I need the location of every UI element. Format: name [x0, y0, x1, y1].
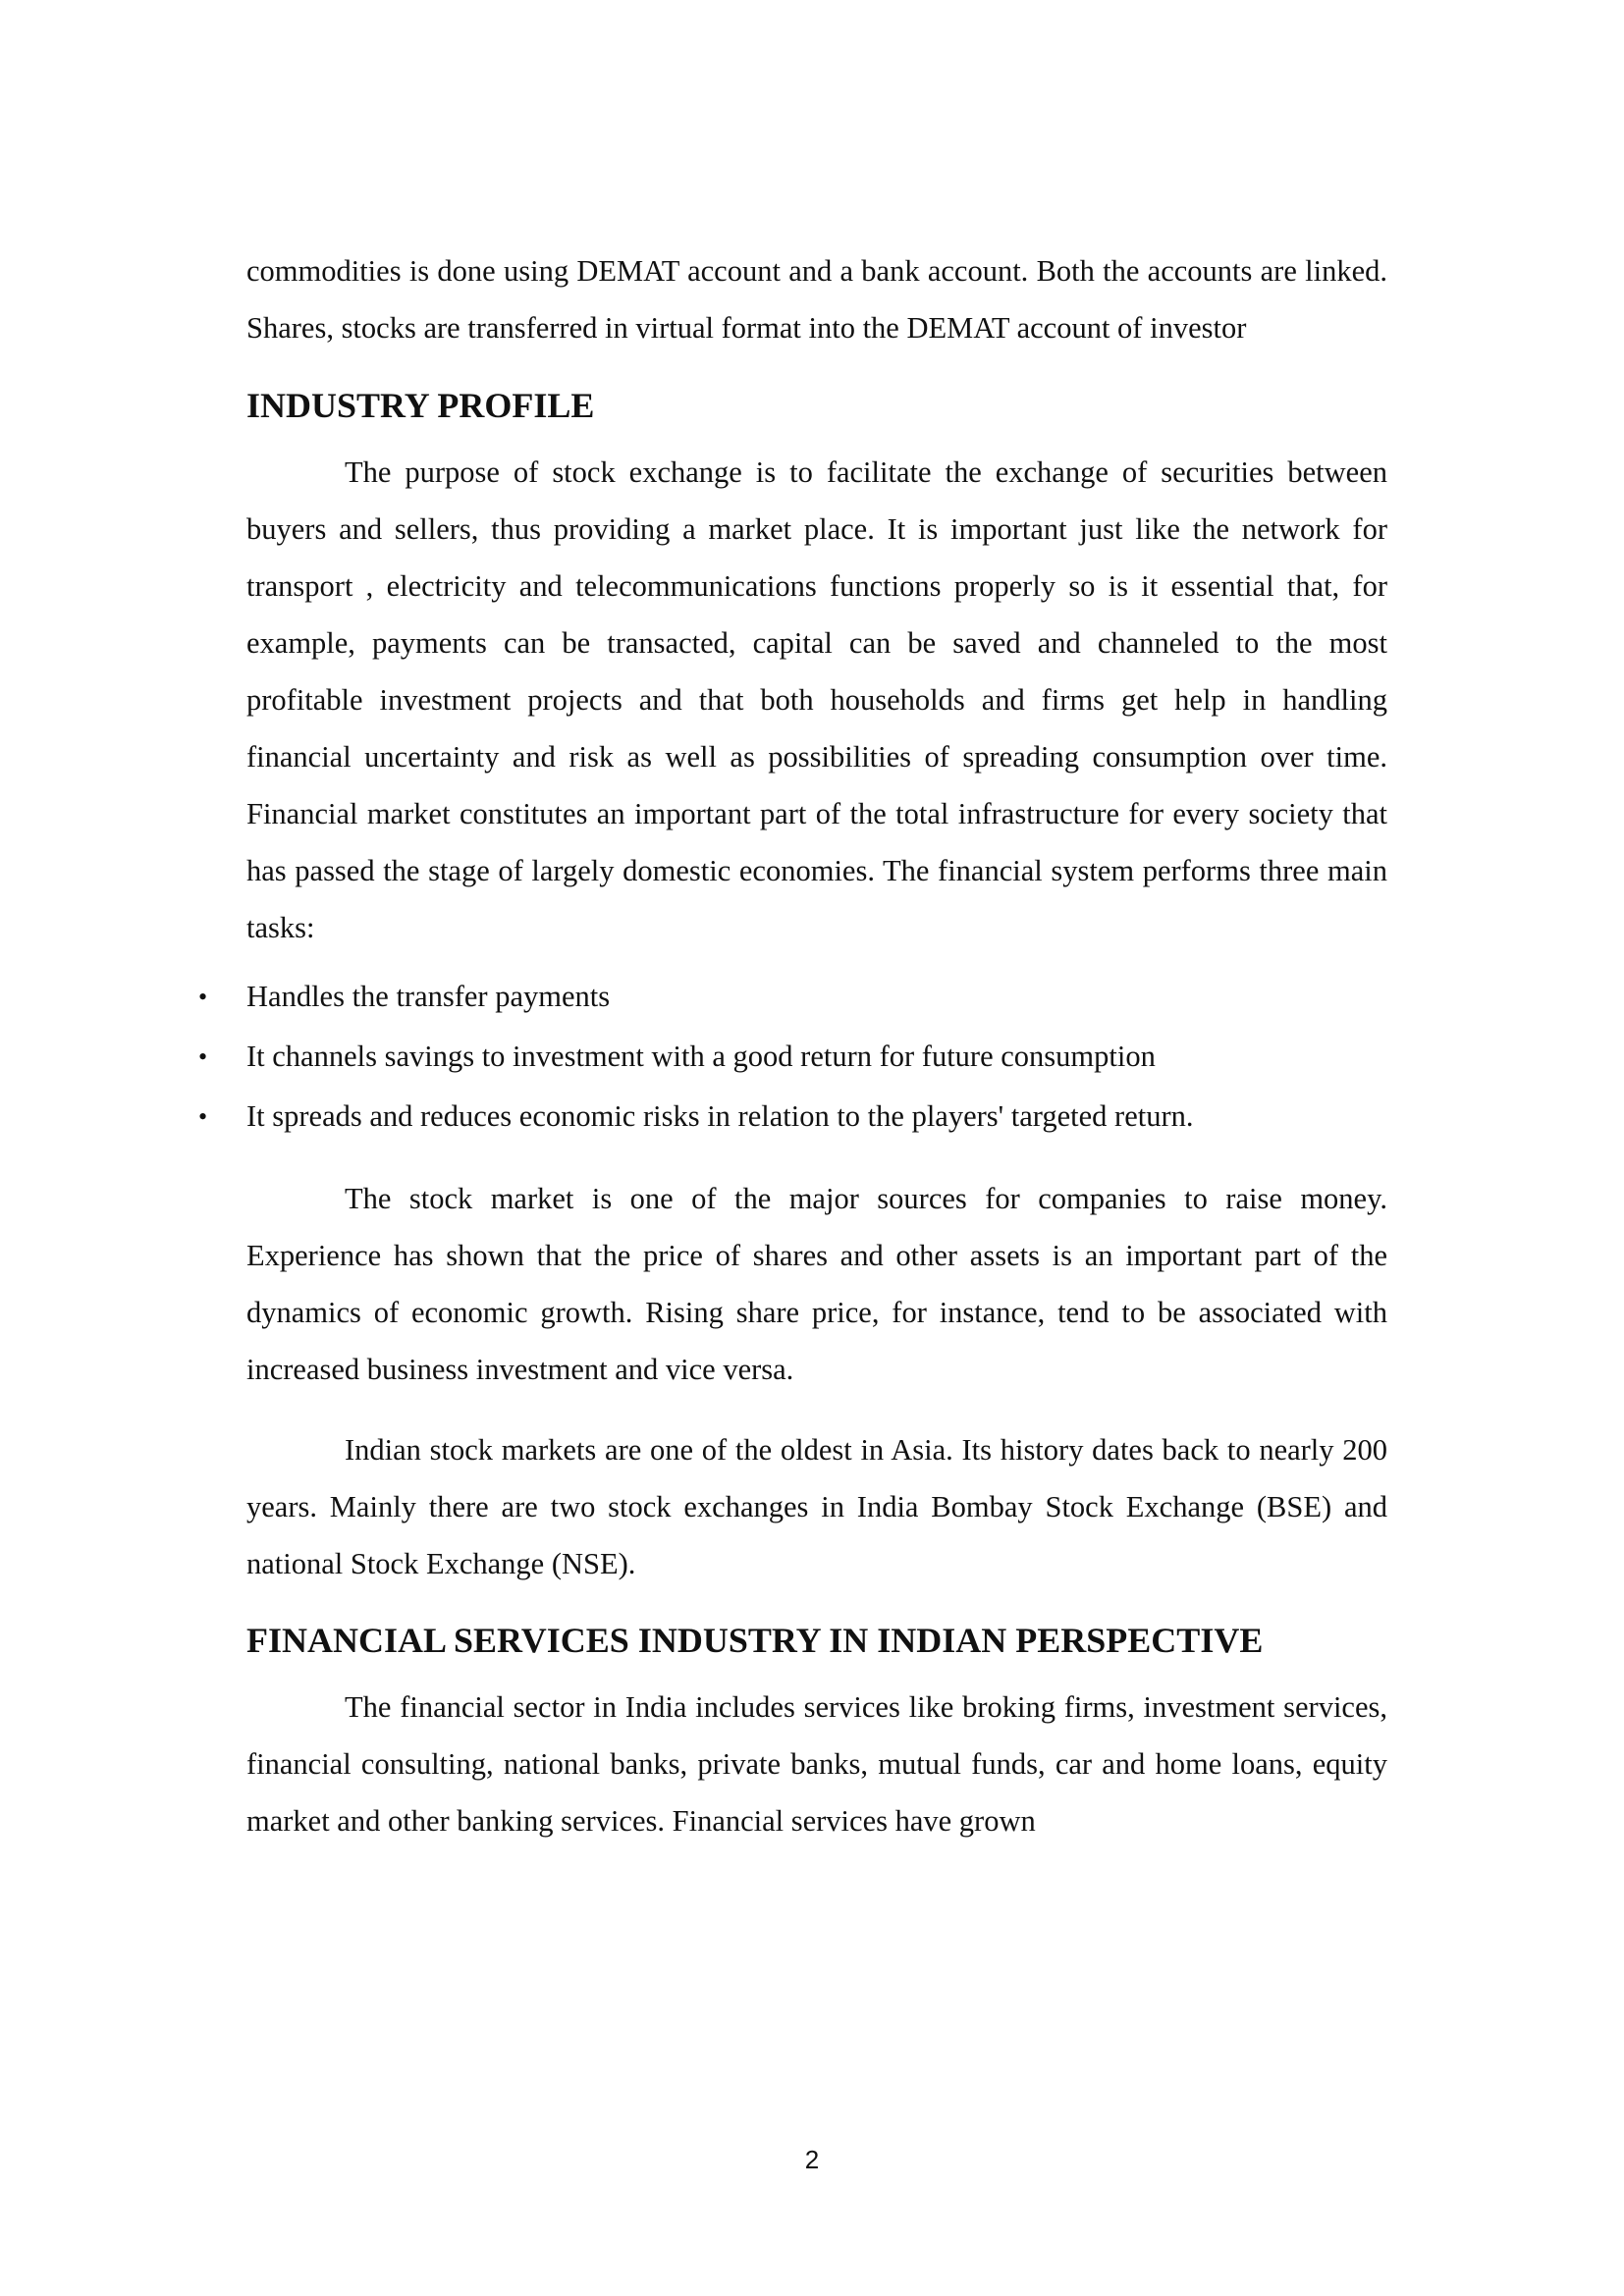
industry-profile-paragraph-1: The purpose of stock exchange is to facilitate the exchange of securities between buyers and sellers, thus providing a market place. It is important just like the network for transport , electricity and telecommunications functions properly so is it essential that, for example, payments can be transacted, capital can be saved and channeled to the most profitable investment projects and that both households and firms get help in handling financial uncertainty and risk as well as possibilities of spreading consumption over time. Financial market constitutes an important part of the total infrastructure for every society that has passed the stage of largely domestic economies. The financial system performs three main tasks: [246, 455, 1387, 944]
intro-paragraph: commodities is done using DEMAT account and a bank account. Both the accounts are linked. Shares, stocks are transferred in virtual format into the DEMAT account of investor [246, 254, 1387, 345]
financial-services-paragraph-1: The financial sector in India includes services like broking firms, investment services, financial consulting, national banks, private banks, mutual funds, car and home loans, equity market and other banking services. Financial services have grown [246, 1690, 1387, 1838]
list-item [198, 1027, 1387, 1087]
bullet-icon: • [198, 983, 208, 1011]
heading-financial-services: FINANCIAL SERVICES INDUSTRY IN INDIAN PERSPECTIVE [246, 1621, 1264, 1660]
bullet-icon: • [198, 1102, 208, 1131]
industry-profile-paragraph-3: Indian stock markets are one of the oldest in Asia. Its history dates back to nearly 200 years. Mainly there are two stock exchanges in India Bombay Stock Exchange (BSE) and national Stock Exchange (NSE). [246, 1433, 1387, 1580]
list-item-text: It spreads and reduces economic risks in relation to the players' targeted return. [246, 1099, 1194, 1133]
tasks-bullet-list [198, 967, 1387, 1147]
list-item-text: It channels savings to investment with a good return for future consumption [246, 1040, 1156, 1073]
industry-profile-paragraph-2: The stock market is one of the major sources for companies to raise money. Experience has shown that the price of shares and other assets is an important part of the dynamics of economic growth. Rising share price, for instance, tend to be associated with increased business investment and vice versa. [246, 1182, 1387, 1386]
list-item [198, 967, 1387, 1027]
list-item [198, 1087, 1387, 1147]
heading-industry-profile: INDUSTRY PROFILE [246, 386, 595, 425]
page-content [198, 242, 1387, 1849]
page-number: 2 [804, 2145, 820, 2174]
bullet-icon: • [198, 1042, 208, 1071]
list-item-text: Handles the transfer payments [246, 980, 611, 1013]
